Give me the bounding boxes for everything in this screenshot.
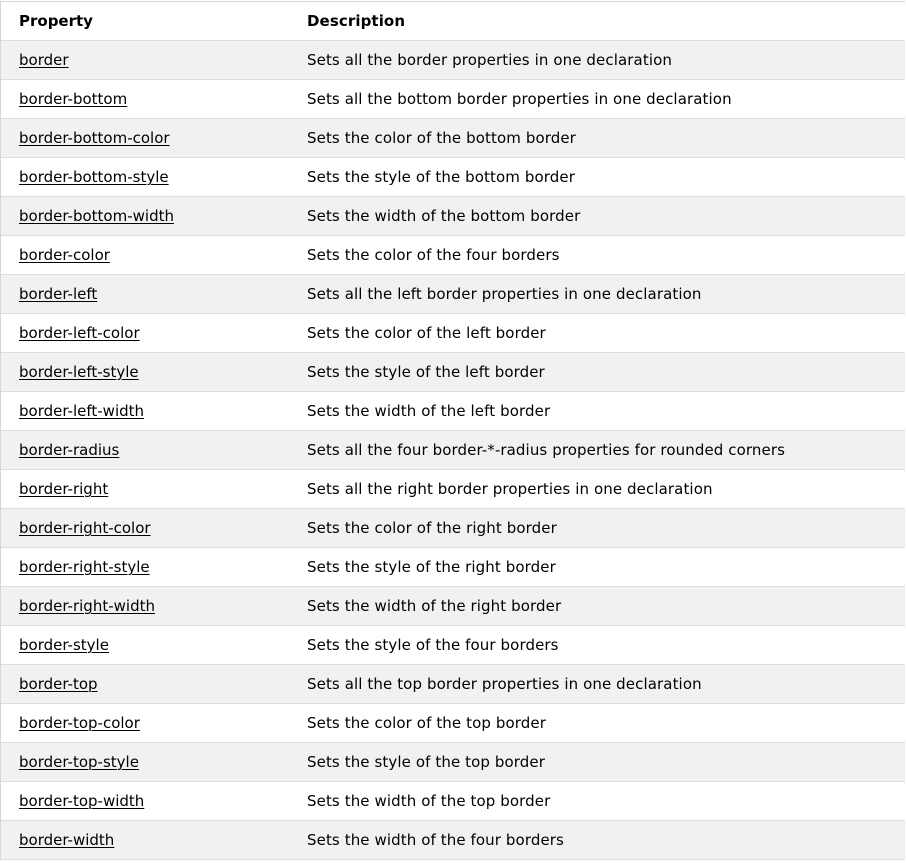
table-row [1, 821, 905, 860]
description-cell: Sets the width of the right border [307, 597, 562, 615]
property-cell [1, 675, 307, 693]
property-cell [1, 285, 307, 303]
property-cell [1, 324, 307, 342]
table-row [1, 80, 905, 119]
description-cell: Sets the style of the top border [307, 753, 546, 771]
property-link-border-top[interactable]: border-top [19, 675, 98, 693]
table-row [1, 236, 905, 275]
property-cell [1, 51, 307, 69]
property-cell [1, 597, 307, 615]
table-row [1, 275, 905, 314]
property-cell [1, 129, 307, 147]
table-row [1, 392, 905, 431]
description-cell: Sets the color of the top border [307, 714, 546, 732]
property-link-border-left-color[interactable]: border-left-color [19, 324, 140, 342]
table-row [1, 665, 905, 704]
property-link-border-bottom-width[interactable]: border-bottom-width [19, 207, 174, 225]
table-row [1, 548, 905, 587]
description-cell: Sets the style of the four borders [307, 636, 559, 654]
property-cell [1, 519, 307, 537]
property-cell [1, 480, 307, 498]
property-cell [1, 441, 307, 459]
property-link-border[interactable]: border [19, 51, 69, 69]
description-cell: Sets the style of the left border [307, 363, 545, 381]
table-row [1, 587, 905, 626]
property-link-border-style[interactable]: border-style [19, 636, 109, 654]
table-row [1, 509, 905, 548]
property-cell [1, 363, 307, 381]
table-row [1, 119, 905, 158]
table-row [1, 197, 905, 236]
table-row [1, 470, 905, 509]
description-cell: Sets the color of the right border [307, 519, 557, 537]
property-cell [1, 207, 307, 225]
property-cell [1, 753, 307, 771]
property-link-border-right[interactable]: border-right [19, 480, 109, 498]
property-link-border-bottom-style[interactable]: border-bottom-style [19, 168, 169, 186]
property-link-border-left-style[interactable]: border-left-style [19, 363, 139, 381]
table-body [1, 41, 905, 860]
description-cell: Sets the color of the bottom border [307, 129, 576, 147]
property-link-border-bottom[interactable]: border-bottom [19, 90, 128, 108]
description-cell: Sets the style of the right border [307, 558, 556, 576]
description-cell: Sets the width of the top border [307, 792, 551, 810]
table-row [1, 431, 905, 470]
table-row [1, 41, 905, 80]
property-cell [1, 792, 307, 810]
table-row [1, 626, 905, 665]
property-link-border-top-color[interactable]: border-top-color [19, 714, 140, 732]
property-link-border-top-width[interactable]: border-top-width [19, 792, 145, 810]
description-cell: Sets all the left border properties in one declaration [307, 285, 702, 303]
table-row [1, 158, 905, 197]
property-link-border-top-style[interactable]: border-top-style [19, 753, 139, 771]
description-cell: Sets all the top border properties in one declaration [307, 675, 702, 693]
property-link-border-left[interactable]: border-left [19, 285, 98, 303]
property-cell [1, 831, 307, 849]
table-row [1, 782, 905, 821]
property-link-border-color[interactable]: border-color [19, 246, 110, 264]
property-cell [1, 402, 307, 420]
table-row [1, 743, 905, 782]
table-row [1, 314, 905, 353]
property-link-border-left-width[interactable]: border-left-width [19, 402, 145, 420]
header-description: Description [307, 12, 406, 30]
description-cell: Sets the width of the four borders [307, 831, 564, 849]
property-link-border-radius[interactable]: border-radius [19, 441, 120, 459]
property-cell [1, 558, 307, 576]
property-link-border-right-width[interactable]: border-right-width [19, 597, 155, 615]
description-cell: Sets all the bottom border properties in one declaration [307, 90, 732, 108]
property-cell [1, 90, 307, 108]
header-property: Property [19, 12, 93, 30]
table-row [1, 704, 905, 743]
table-row [1, 353, 905, 392]
property-cell [1, 714, 307, 732]
property-link-border-bottom-color[interactable]: border-bottom-color [19, 129, 170, 147]
description-cell: Sets the width of the left border [307, 402, 551, 420]
description-cell: Sets the style of the bottom border [307, 168, 575, 186]
property-cell [1, 636, 307, 654]
property-link-border-width[interactable]: border-width [19, 831, 115, 849]
property-link-border-right-color[interactable]: border-right-color [19, 519, 151, 537]
css-border-properties-table [0, 1, 905, 860]
property-cell [1, 246, 307, 264]
description-cell: Sets the width of the bottom border [307, 207, 581, 225]
description-cell: Sets the color of the left border [307, 324, 546, 342]
description-cell: Sets all the four border-*-radius properties for rounded corners [307, 441, 786, 459]
table-header-row [1, 2, 905, 41]
description-cell: Sets all the border properties in one declaration [307, 51, 672, 69]
property-link-border-right-style[interactable]: border-right-style [19, 558, 150, 576]
description-cell: Sets the color of the four borders [307, 246, 560, 264]
description-cell: Sets all the right border properties in one declaration [307, 480, 713, 498]
property-cell [1, 168, 307, 186]
